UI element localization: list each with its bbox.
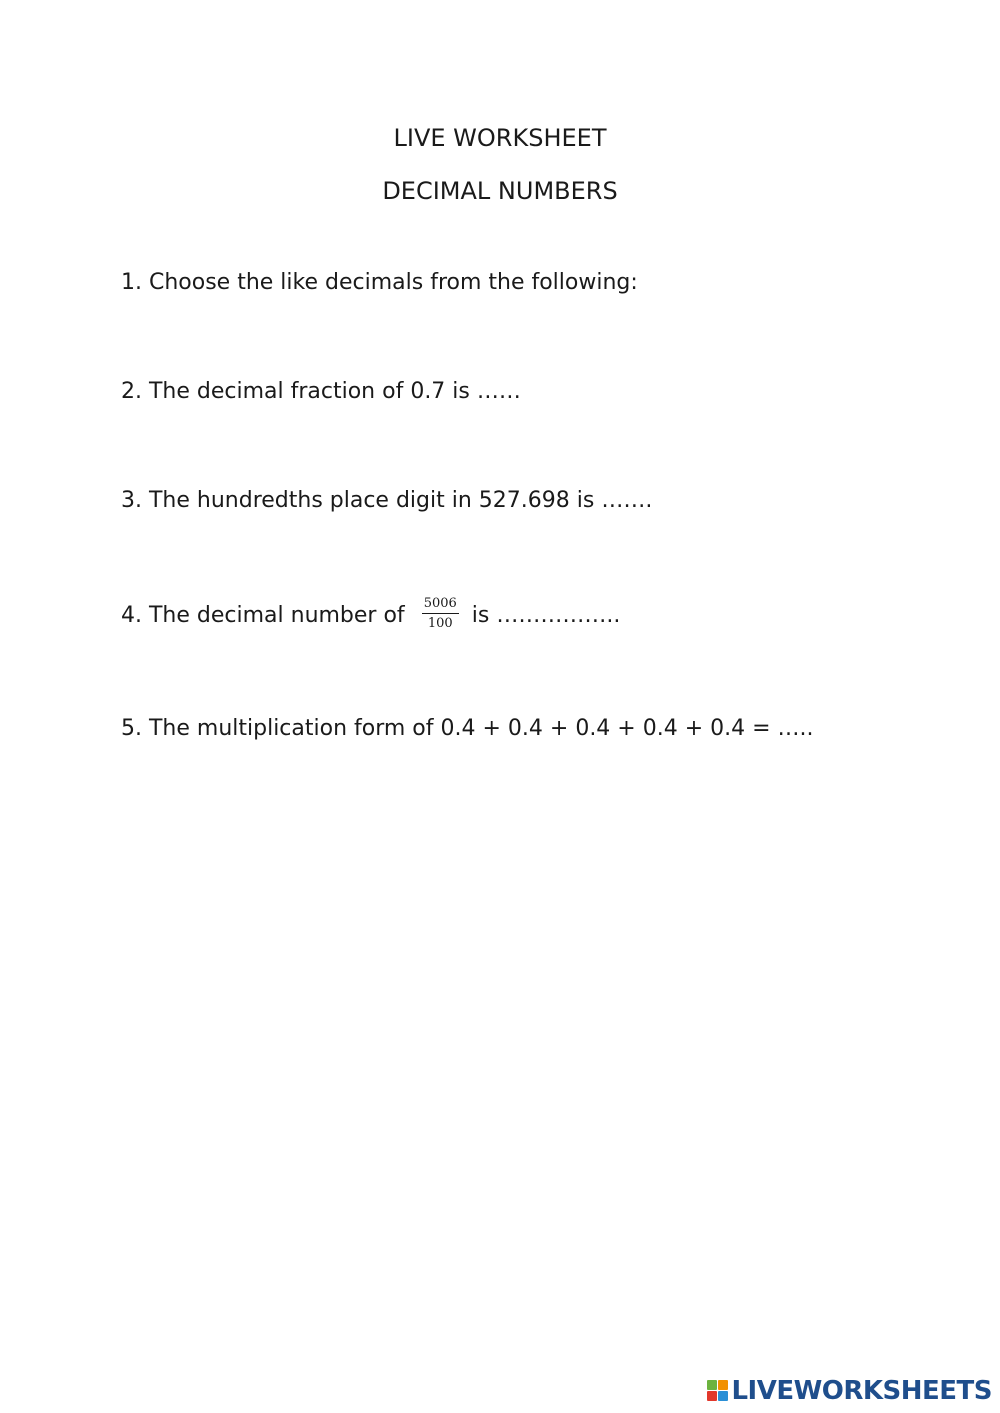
question-4-suffix: is ……………..	[471, 603, 621, 628]
fraction-numerator: 5006	[422, 596, 459, 614]
question-4-prefix: 4. The decimal number of	[121, 603, 405, 628]
fraction	[422, 596, 459, 632]
question-3: 3. The hundredths place digit in 527.698 is …….	[121, 488, 653, 513]
liveworksheets-logo-icon	[707, 1380, 729, 1402]
question-2: 2. The decimal fraction of 0.7 is ……	[121, 379, 521, 404]
question-4	[121, 598, 620, 634]
question-1: 1. Choose the like decimals from the following:	[121, 270, 638, 295]
liveworksheets-logo	[707, 1376, 992, 1406]
page-title: LIVE WORKSHEET	[393, 124, 607, 152]
question-5: 5. The multiplication form of 0.4 + 0.4 + 0.4 + 0.4 + 0.4 = …..	[121, 716, 814, 741]
logo-text: LIVEWORKSHEETS	[731, 1376, 992, 1406]
fraction-denominator: 100	[427, 616, 453, 631]
page-subtitle: DECIMAL NUMBERS	[382, 177, 618, 205]
